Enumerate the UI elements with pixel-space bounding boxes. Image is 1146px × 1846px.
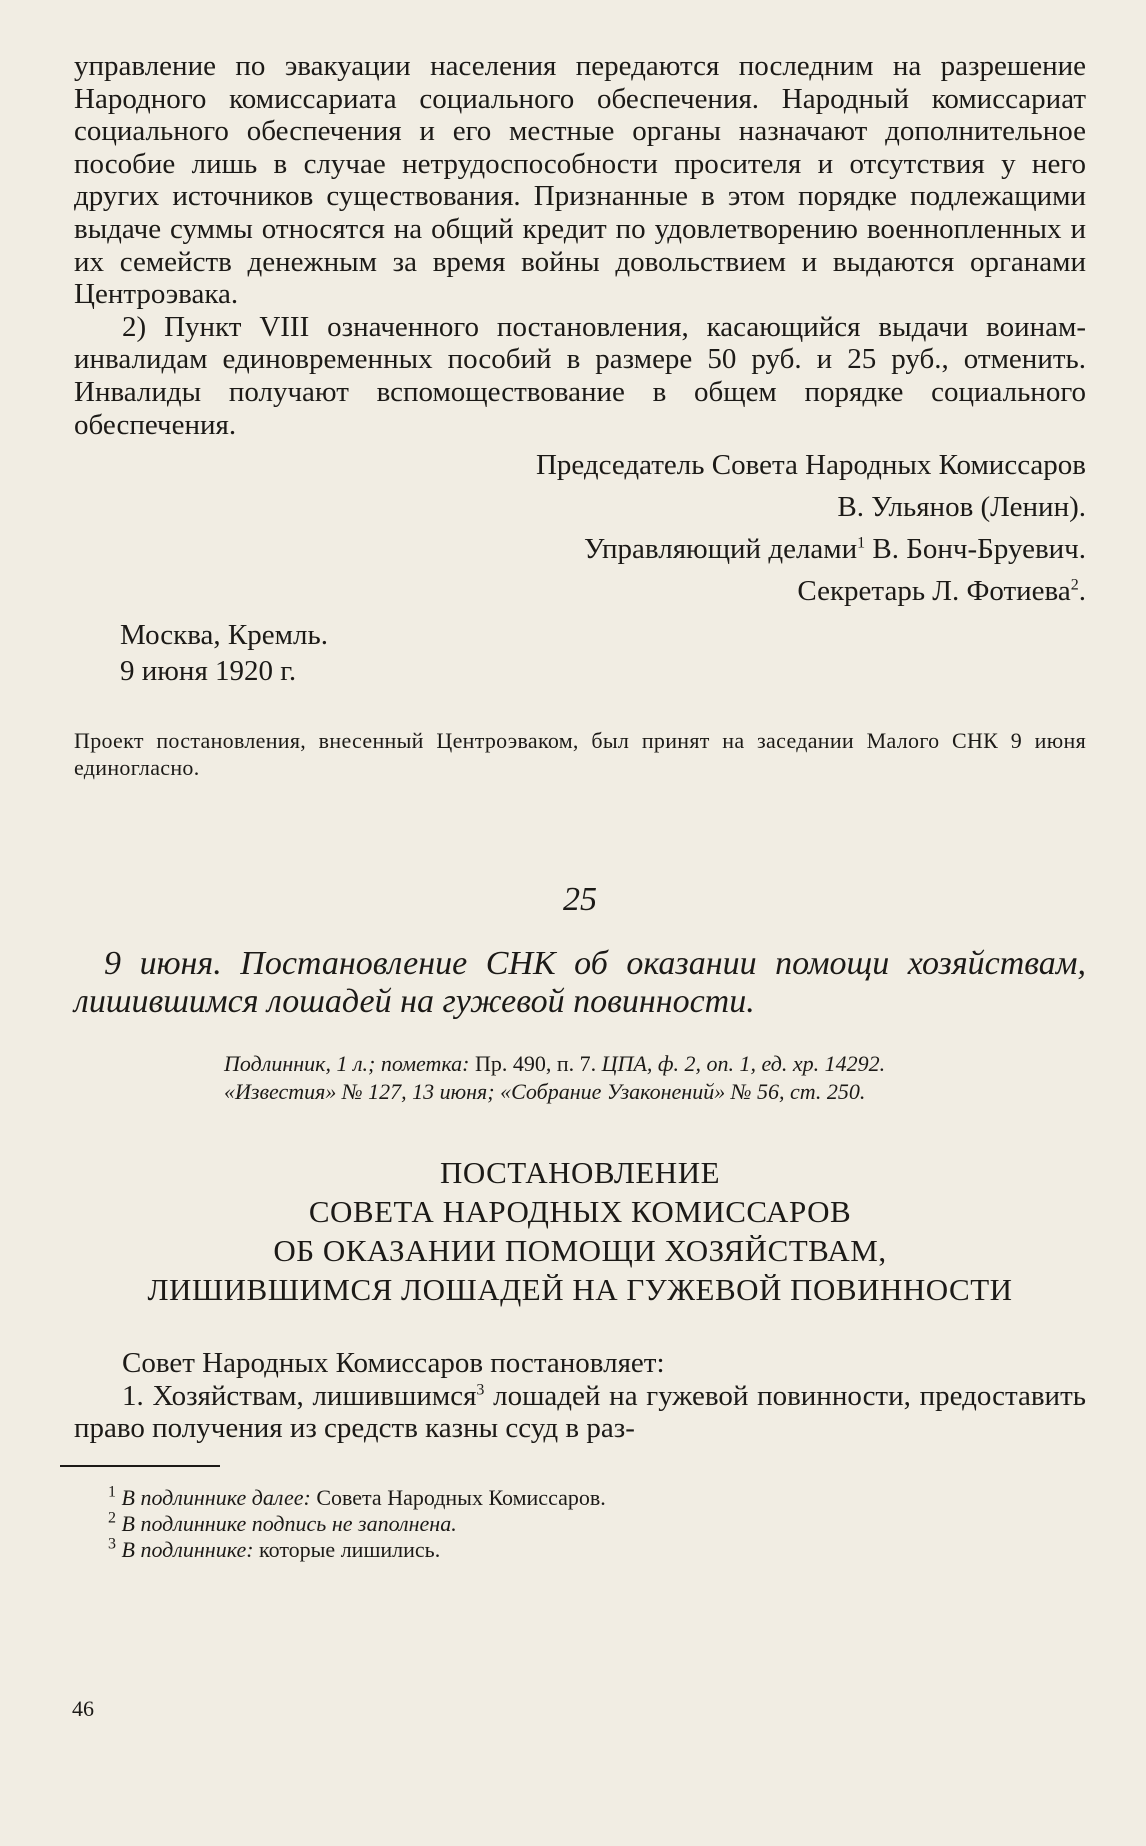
footnote-3-text: которые лишились. [253, 1536, 441, 1562]
place: Москва, Кремль. [120, 619, 328, 652]
source-original [224, 1051, 1086, 1077]
footnote-1-label: В подлиннике далее: [121, 1484, 311, 1510]
date: 9 июня 1920 г. [120, 655, 297, 688]
heading-line-2: СОВЕТА НАРОДНЫХ КОМИССАРОВ [308, 1194, 852, 1230]
document-title: 9 июня. Постановление СНК об оказании помощи хозяйствам, лишившимся лошадей на гужевой повинности. [74, 945, 1086, 1021]
paragraph-continuation: управление по эвакуации населения передаются последним на разрешение Народного комиссариата социального обеспечения. Народный комиссариат социального обеспечения и его местные органы назначают дополнительное пособие лишь в случае нетрудоспособности просителя и отсутствия у него других источников существования. Признанные в этом порядке подлежащими выдаче суммы относятся на общий кредит по удовлетворению военнопленных и их семейств денежным за время войны довольствием и выдаются органами Центроэвака. [74, 50, 1086, 311]
decree-point-1-end: лошадей на гужевой повинности, предоставить право получения из средств казны ссуд в раз- [74, 1379, 1086, 1445]
manager-signature [74, 533, 1086, 565]
manager-name: В. Бонч-Бруевич. [865, 533, 1086, 566]
footnote-ref-3: 3 [476, 1381, 485, 1399]
decree-body [74, 1347, 1086, 1445]
footnotes [108, 1485, 1086, 1563]
heading-line-3: ОБ ОКАЗАНИИ ПОМОЩИ ХОЗЯЙСТВАМ, [273, 1233, 887, 1269]
decree-intro: Совет Народных Комиссаров постановляет: [122, 1347, 665, 1380]
heading-line-1: ПОСТАНОВЛЕНИЕ [439, 1155, 721, 1191]
place-date-block [120, 617, 1086, 689]
decree-point-1-start: 1. Хозяйствам, лишившимся [122, 1379, 477, 1412]
footnote-2 [108, 1511, 1086, 1537]
source-original-mark: Пр. 490, п. 7. [469, 1051, 602, 1077]
footnote-1-number: 1 [108, 1483, 116, 1501]
footnote-ref-1: 1 [857, 534, 866, 552]
source-original-label: Подлинник, 1 л.; пометка: [224, 1051, 470, 1077]
footnote-1-text: Совета Народных Комиссаров. [310, 1484, 606, 1510]
decree-heading [74, 1153, 1086, 1309]
chairman-title: Председатель Совета Народных Комиссаров [535, 449, 1086, 482]
source-publications: «Известия» № 127, 13 июня; «Собрание Узаконений» № 56, ст. 250. [224, 1079, 866, 1105]
signatures-block [74, 449, 1086, 607]
sources-block [224, 1051, 1086, 1105]
footnote-3-label: В подлиннике: [121, 1536, 254, 1562]
heading-line-4: ЛИШИВШИМСЯ ЛОШАДЕЙ НА ГУЖЕВОЙ ПОВИННОСТИ [147, 1272, 1013, 1308]
footnote-2-number: 2 [108, 1509, 116, 1527]
secretary-name: Секретарь Л. Фотиева [797, 575, 1071, 608]
page-number: 46 [72, 1696, 94, 1721]
chairman-name: В. Ульянов (Ленин). [837, 491, 1086, 524]
footnote-3-number: 3 [108, 1535, 116, 1553]
document-number: 25 [563, 881, 597, 919]
footnote-ref-2: 2 [1070, 576, 1079, 594]
footnote-3 [108, 1537, 1086, 1563]
source-original-archive: ЦПА, ф. 2, оп. 1, ед. хр. 14292. [601, 1051, 886, 1077]
secretary-end: . [1078, 575, 1086, 608]
editorial-note: Проект постановления, внесенный Центроэваком, был принят на заседании Малого СНК 9 июня единогласно. [74, 728, 1086, 781]
secretary-signature [74, 575, 1086, 607]
footnote-1 [108, 1485, 1086, 1511]
paragraph-point-2: 2) Пункт VIII означенного постановления, касающийся выдачи воинам-инвалидам единовременных пособий в размере 50 руб. и 25 руб., отменить. Инвалиды получают вспомоществование в общем порядке социального обеспечения. [74, 310, 1086, 441]
footnote-divider [60, 1465, 220, 1467]
manager-title: Управляющий делами [584, 533, 858, 566]
footnote-2-label: В подлиннике подпись не заполнена. [121, 1510, 457, 1536]
decree-point-1 [74, 1380, 1086, 1445]
